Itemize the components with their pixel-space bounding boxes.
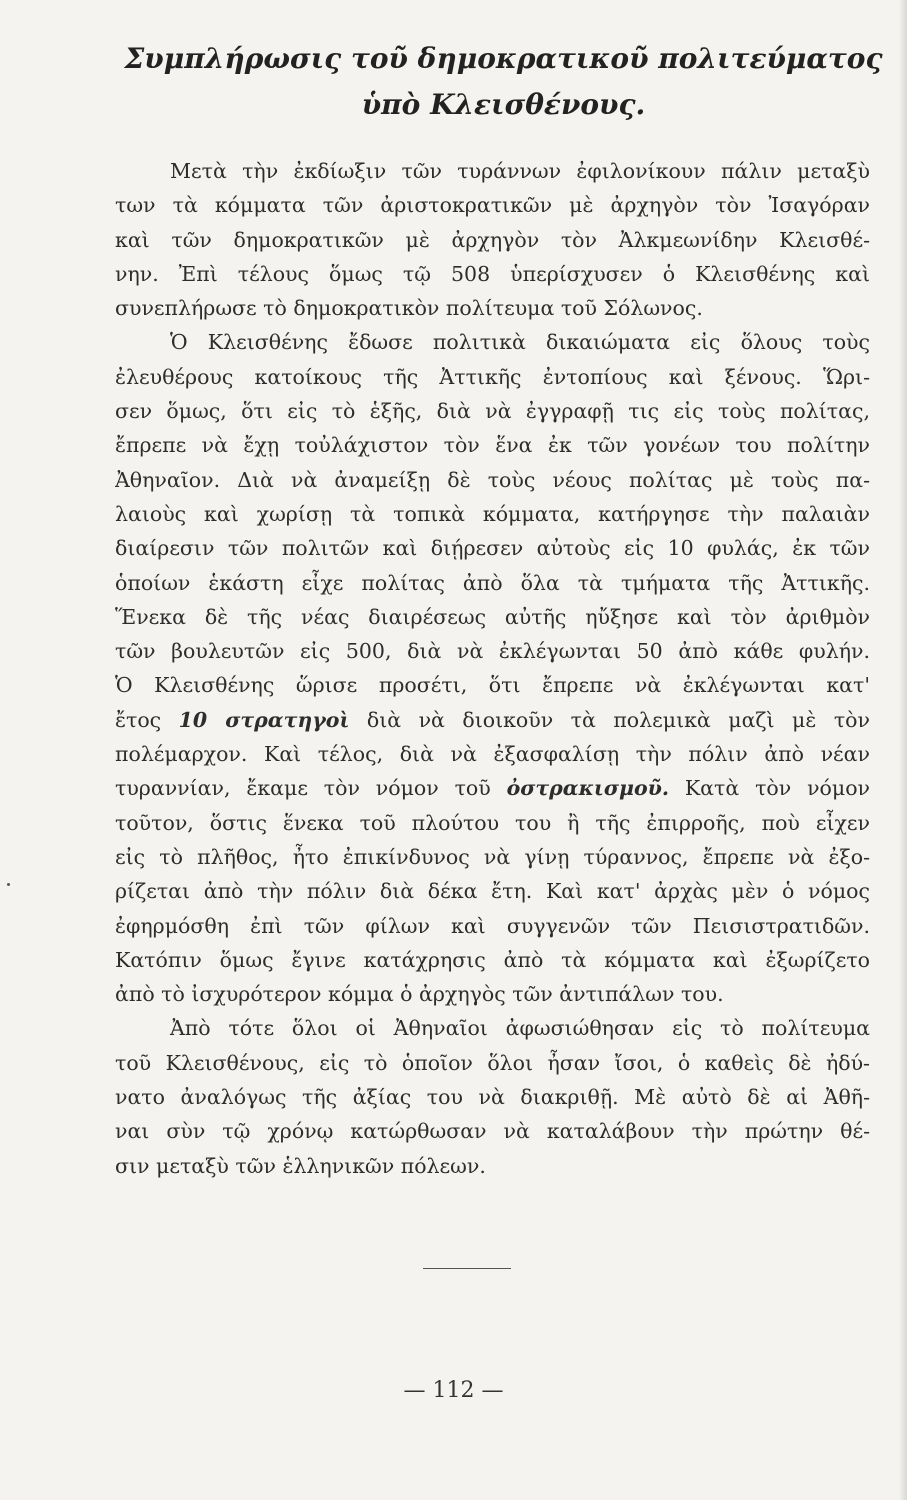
text-line: τοῦτον, ὅστις ἕνεκα τοῦ πλούτου του ἢ τῆς ἐπιρροῆς, ποὺ εἶχεν bbox=[115, 810, 870, 835]
text-line: Ἀθηναῖον. Διὰ νὰ ἀναμείξῃ δὲ τοὺς νέους πολίτας μὲ τοὺς πα- bbox=[115, 467, 870, 492]
text-line: λαιοὺς καὶ χωρίσῃ τὰ τοπικὰ κόμματα, κατήργησε τὴν παλαιὰν bbox=[115, 501, 870, 526]
emphasized-term: 10 στρατηγοὶ bbox=[178, 707, 350, 732]
text-line: πολέμαρχον. Καὶ τέλος, διὰ νὰ ἐξασφαλίσῃ τὴν πόλιν ἀπὸ νέαν bbox=[115, 742, 870, 767]
text-line: Ὁ Κλεισθένης ὥρισε προσέτι, ὅτι ἔπρεπε νὰ ἐκλέγωνται κατ' bbox=[115, 673, 870, 698]
text-segment: διὰ νὰ διοικοῦν τὰ πολεμικὰ μαζὶ μὲ τὸν bbox=[349, 707, 870, 732]
text-line: σιν μεταξὺ τῶν ἑλληνικῶν πόλεων. bbox=[115, 1153, 486, 1178]
text-line: ἔπρεπε νὰ ἔχῃ τοὐλάχιστον τὸν ἕνα ἐκ τῶν γονέων του πολίτην bbox=[115, 433, 870, 458]
text-line: διαίρεσιν τῶν πολιτῶν καὶ διῄρεσεν αὐτοὺς εἰς 10 φυλάς, ἐκ τῶν bbox=[115, 536, 870, 561]
text-line: συνεπλήρωσε τὸ δημοκρατικὸν πολίτευμα τοῦ Σόλωνος. bbox=[115, 296, 703, 321]
text-line: σεν ὅμως, ὅτι εἰς τὸ ἑξῆς, διὰ νὰ ἐγγραφῇ τις εἰς τοὺς πολίτας, bbox=[115, 399, 870, 424]
text-line: νην. Ἐπὶ τέλους ὅμως τῷ 508 ὑπερίσχυσεν ὁ Κλεισθένης καὶ bbox=[115, 261, 870, 286]
section-title bbox=[110, 36, 897, 128]
text-line: ναι σὺν τῷ χρόνῳ κατώρθωσαν νὰ καταλάβουν τὴν πρώτην θέ- bbox=[115, 1119, 870, 1144]
page-number: — 112 — bbox=[403, 1378, 504, 1403]
text-line: Ὁ Κλεισθένης ἔδωσε πολιτικὰ δικαιώματα εἰς ὅλους τοὺς bbox=[170, 330, 870, 355]
emphasized-term: ὀστρακισμοῦ. bbox=[506, 776, 670, 801]
text-line: των τὰ κόμματα τῶν ἀριστοκρατικῶν μὲ ἀρχηγὸν τὸν Ἰσαγόραν bbox=[115, 193, 870, 218]
text-line: τοῦ Κλεισθένους, εἰς τὸ ὁποῖον ὅλοι ἦσαν ἴσοι, ὁ καθεὶς δὲ ἠδύ- bbox=[115, 1050, 870, 1075]
text-line: Κατόπιν ὅμως ἔγινε κατάχρησις ἀπὸ τὰ κόμματα καὶ ἐξωρίζετο bbox=[115, 947, 870, 972]
text-line: ρίζεται ἀπὸ τὴν πόλιν διὰ δέκα ἔτη. Καὶ κατ' ἀρχὰς μὲν ὁ νόμος bbox=[115, 879, 870, 904]
text-line bbox=[115, 771, 870, 805]
text-line: ὁποίων ἑκάστη εἶχε πολίτας ἀπὸ ὅλα τὰ τμήματα τῆς Ἀττικῆς. bbox=[115, 570, 870, 595]
text-line: Ἀπὸ τότε ὅλοι οἱ Ἀθηναῖοι ἀφωσιώθησαν εἰς τὸ πολίτευμα bbox=[170, 1016, 870, 1041]
title-line-2: ὑπὸ Κλεισθένους. bbox=[361, 88, 646, 121]
text-segment: τυραννίαν, ἔκαμε τὸν νόμον τοῦ bbox=[115, 776, 507, 801]
text-line: νατο ἀναλόγως τῆς ἀξίας του νὰ διακριθῇ. Μὲ αὐτὸ δὲ αἱ Ἀθῆ- bbox=[115, 1085, 870, 1110]
text-line: Ἕνεκα δὲ τῆς νέας διαιρέσεως αὐτῆς ηὔξησε καὶ τὸν ἀριθμὸν bbox=[115, 604, 870, 629]
body-text bbox=[115, 154, 870, 1183]
text-segment: ἔτος bbox=[115, 707, 179, 732]
text-line: καὶ τῶν δημοκρατικῶν μὲ ἀρχηγὸν τὸν Ἀλκμεωνίδην Κλεισθέ- bbox=[115, 227, 870, 252]
title-line-1: Συμπλήρωσις τοῦ δημοκρατικοῦ πολιτεύματος bbox=[124, 42, 883, 75]
text-line bbox=[115, 703, 870, 737]
text-line: τῶν βουλευτῶν εἰς 500, διὰ νὰ ἐκλέγωνται 50 ἀπὸ κάθε φυλήν. bbox=[115, 639, 870, 664]
text-segment: Κατὰ τὸν νόμον bbox=[669, 776, 870, 801]
text-line: εἰς τὸ πλῆθος, ἦτο ἐπικίνδυνος νὰ γίνῃ τύραννος, ἔπρεπε νὰ ἐξο- bbox=[115, 844, 870, 869]
text-line: ἐφηρμόσθη ἐπὶ τῶν φίλων καὶ συγγενῶν τῶν Πεισιστρατιδῶν. bbox=[115, 913, 870, 938]
text-line: ἐλευθέρους κατοίκους τῆς Ἀττικῆς ἐντοπίους καὶ ξένους. Ὥρι- bbox=[115, 364, 870, 389]
section-divider bbox=[423, 1268, 511, 1269]
page-edge bbox=[899, 0, 907, 1500]
paper-speck bbox=[7, 883, 10, 886]
text-line: ἀπὸ τὸ ἰσχυρότερον κόμμα ὁ ἀρχηγὸς τῶν ἀντιπάλων του. bbox=[115, 982, 724, 1007]
text-line: Μετὰ τὴν ἐκδίωξιν τῶν τυράννων ἐφιλονίκουν πάλιν μεταξὺ bbox=[170, 159, 870, 183]
